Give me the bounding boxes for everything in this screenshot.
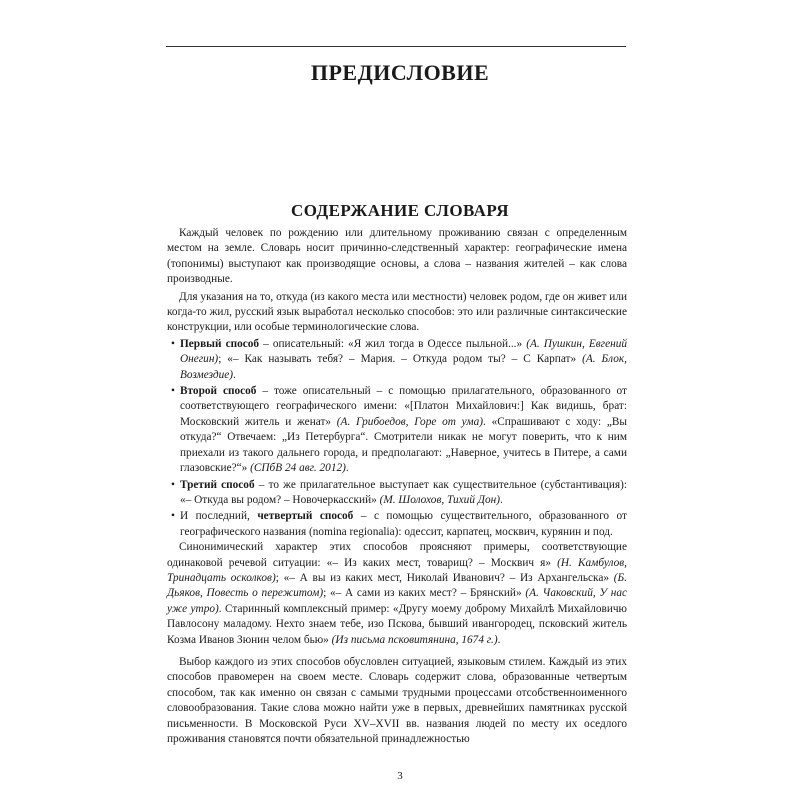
- method-text: . «Спрашивают с ходу: „Вы откуда?“ Отвечаем: „Из Петербурга“. Смотрители никак не могут поверить, что к ним приехали из такого дальнего города, и предполагают: „Наверное, учитесь в Питере, а сами глазовские?“»: [180, 415, 627, 475]
- paragraph-text: ; «– А сами из каких мест? – Брянский»: [323, 587, 522, 600]
- paragraph-intro: Каждый человек по рождению или длительному проживанию связан с определенным местом на земле. Словарь носит причинно-следственный характер: географические имена (топонимы) выступают как производящие основы, а слова – названия жителей – как слова производные.: [167, 227, 627, 286]
- paragraph-synonyms: [167, 540, 627, 648]
- method-text: .: [233, 368, 236, 381]
- method-term: четвертый способ: [257, 510, 354, 523]
- source-citation: (М. Шолохов, Тихий Дон): [376, 493, 500, 506]
- chapter-title: ПРЕДИСЛОВИЕ: [310, 60, 490, 85]
- body-text: [167, 226, 627, 747]
- source-citation: (А. Блок, Возмездие): [180, 353, 627, 381]
- method-text: .: [345, 462, 349, 475]
- method-text: .: [500, 493, 503, 506]
- source-citation: (Н. Камбулов, Тринадцать осколков): [167, 556, 627, 584]
- source-citation: (Из письма псковитянина, 1674 г.): [328, 633, 498, 646]
- source-citation: (А. Грибоедов, Горе от ума): [331, 415, 484, 428]
- method-text: – тоже описательный – с помощью прилагательного, образованного от соответствующего географического имени: «[Платон Михайлович:] Как видишь, брат: Московский житель и женат»: [180, 385, 627, 428]
- paragraph-choice: Выбор каждого из этих способов обусловлен ситуацией, языковым стилем. Каждый из этих способов правомерен на своем месте. Словарь содержит слова, образованные четвертым способом, так как именно он связан с самыми трудными процессами отсобственноименного словообразования. Такие слова можно найти уже в первых, древнейших памятниках русской письменности. В Московской Руси XV–XVII вв. названия людей по месту их оседлого проживания становятся почти обязательной принадлежностью: [167, 655, 627, 745]
- paragraph-text: Синонимический характер этих способов проясняют примеры, соответствующие одинаковой речевой ситуации: «– Из каких мест, товарищ? – Москвич я»: [167, 541, 627, 569]
- paragraph-text: . Старинный комплексный пример: «Другу моему доброму Михайлѣ Михайловичю Павлосону маладому. Нехто знаем тебе, изо Пскова, бывший ивангородец, псковский житель Козма Иванов Зюнин челом бью»: [167, 602, 627, 646]
- method-text: – то же прилагательное выступает как существительное (субстантивация): «– Откуда вы родом? – Новочеркасский»: [180, 478, 627, 506]
- list-item-third-method: [167, 478, 627, 509]
- method-text: – описательный: «Я жил тогда в Одессе пыльной...»: [259, 337, 523, 350]
- source-citation: (А. Чаковский, У нас уже утро): [167, 587, 627, 615]
- bullet-icon: •: [171, 478, 175, 491]
- method-text: – с помощью существительного, образованного от географического названия (nomina regionalia): одессит, карпатец, москвич, курянин и под.: [180, 510, 627, 538]
- list-item-fourth-method: [167, 509, 627, 540]
- source-citation: (А. Пушкин, Евгений Онегин): [180, 337, 627, 366]
- method-term: Третий способ: [180, 478, 255, 491]
- method-text: ; «– Как называть тебя? – Мария. – Откуда родом ты? – С Карпат»: [218, 353, 577, 366]
- source-citation: (Б. Дьяков, Повесть о пережитом): [167, 571, 627, 600]
- section-title: СОДЕРЖАНИЕ СЛОВАРЯ: [291, 201, 509, 220]
- method-term: Первый способ: [180, 337, 260, 350]
- bullet-icon: •: [171, 510, 175, 523]
- methods-list: [167, 337, 627, 540]
- paragraph-text: .: [497, 633, 501, 646]
- list-item-second-method: [167, 384, 627, 476]
- bullet-icon: •: [171, 385, 175, 398]
- top-rule: [166, 46, 626, 47]
- list-item-first-method: [167, 337, 627, 383]
- method-text: И последний,: [180, 510, 258, 523]
- bullet-icon: •: [171, 337, 175, 350]
- method-term: Второй способ: [180, 385, 257, 398]
- paragraph-text: ; «– А вы из каких мест, Николай Иванович? – Из Архангельска»: [275, 571, 610, 584]
- source-citation: (СПбВ 24 авг. 2012): [247, 462, 346, 475]
- page-number: 3: [397, 770, 403, 782]
- paragraph-methods: Для указания на то, откуда (из какого места или местности) человек родом, где он живет или когда-то жил, русский язык выработал несколько способов: это или различные синтаксические конструкции, или особые терминологические слова.: [167, 290, 627, 334]
